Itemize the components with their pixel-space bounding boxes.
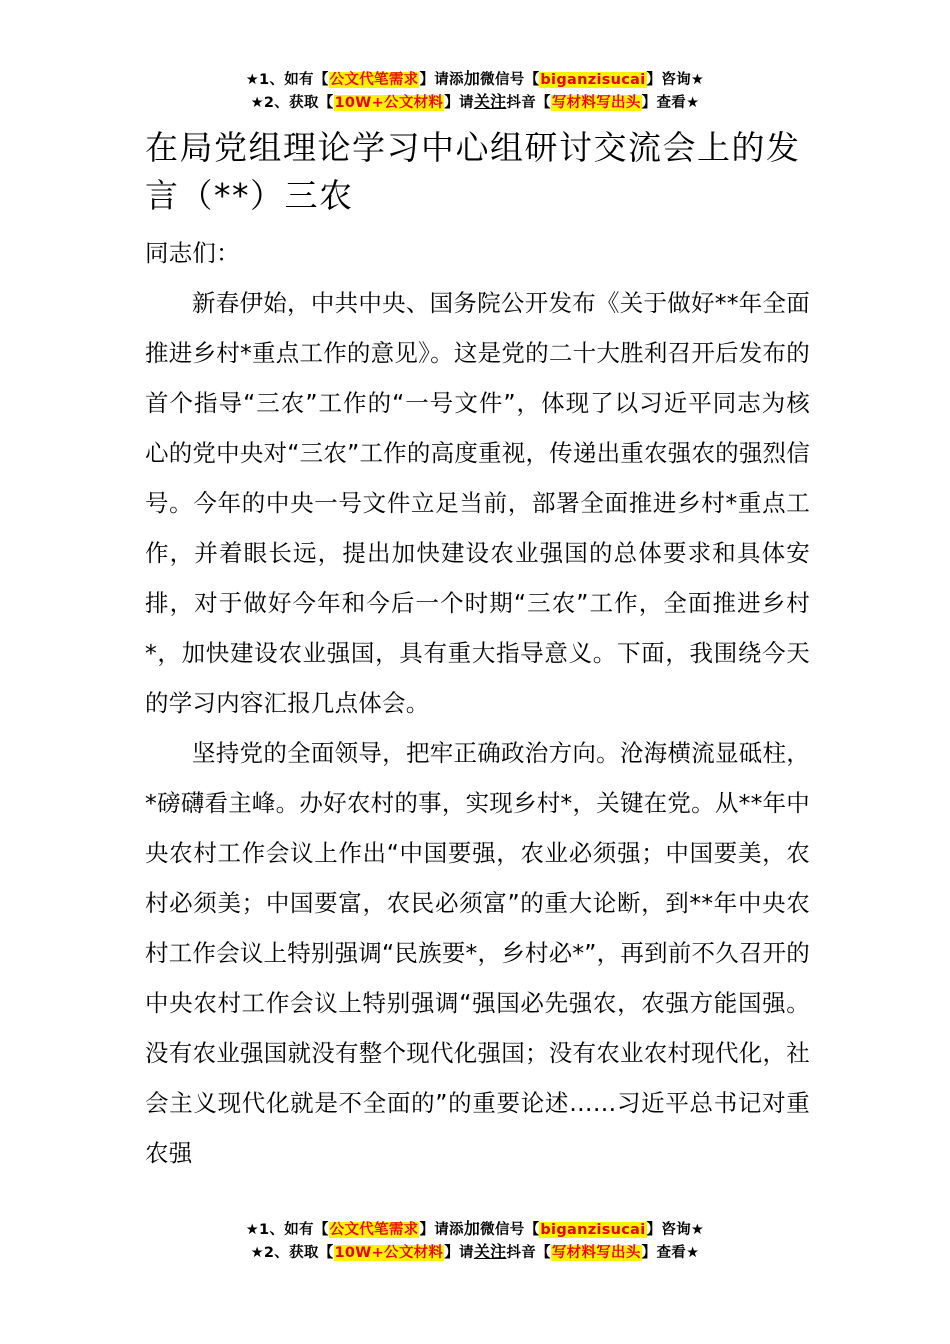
promo-douyin-id: 写材料写出头 [551, 1245, 641, 1261]
promo-text: 关注 [473, 1242, 507, 1261]
promo-text: 】查看★ [641, 95, 700, 111]
salutation: 同志们： [145, 239, 240, 267]
promo-line-1 [0, 68, 950, 91]
promo-highlight: 公文代笔需求 [329, 72, 419, 88]
document-body [145, 228, 810, 1178]
promo-text: 】请 [444, 95, 474, 111]
promo-wechat-id: biganzisucai [540, 1222, 646, 1238]
promo-text: 】请添 [419, 72, 464, 88]
promo-text: 关注 [473, 92, 507, 111]
promo-douyin-id: 写材料写出头 [551, 95, 641, 111]
promo-text: ★2、获取【 [250, 95, 334, 111]
paragraph: 新春伊始，中共中央、国务院公开发布《关于做好**年全面推进乡村*重点工作的意见》。这是党的二十大胜利召开后发布的首个指导“三农”工作的“一号文件”，体现了以习近平同志为核心的党中央对“三农”工作的高度重视，传递出重农强农的强烈信号。今年的中央一号文件立足当前，部署全面推进乡村*重点工作，并着眼长远，提出加快建设农业强国的总体要求和具体安排，对于做好今年和今后一个时期“三农”工作，全面推进乡村*，加快建设农业强国，具有重大指导意义。下面，我围绕今天的学习内容汇报几点体会。 [145, 289, 810, 717]
promo-text: 微信号【 [480, 1222, 540, 1238]
promo-line-2 [0, 1241, 950, 1264]
promo-highlight: 10W+公文材料 [334, 95, 444, 111]
document-title: 在局党组理论学习中心组研讨交流会上的发言（**）三农 [145, 128, 801, 215]
promo-text: 】咨询★ [646, 1222, 705, 1238]
promo-line-1 [0, 1218, 950, 1241]
promo-text: 】咨询★ [646, 72, 705, 88]
top-promo-banner [0, 68, 950, 114]
promo-highlight: 10W+公文材料 [334, 1245, 444, 1261]
promo-highlight: 公文代笔需求 [329, 1222, 419, 1238]
promo-text: ★1、如有【 [245, 1222, 329, 1238]
promo-text: ★2、获取【 [250, 1245, 334, 1261]
promo-text: 】查看★ [641, 1245, 700, 1261]
bottom-promo-banner [0, 1218, 950, 1264]
promo-text: 抖音【 [506, 95, 551, 111]
promo-text: 】请 [444, 1245, 474, 1261]
promo-text: ★1、如有【 [245, 72, 329, 88]
promo-text: 】请添 [419, 1222, 464, 1238]
promo-text: 抖音【 [506, 1245, 551, 1261]
promo-text: 加 [463, 1219, 481, 1238]
promo-text: 微信号【 [480, 72, 540, 88]
promo-wechat-id: biganzisucai [540, 72, 646, 88]
promo-text: 加 [463, 69, 481, 88]
promo-line-2 [0, 91, 950, 114]
paragraph: 坚持党的全面领导，把牢正确政治方向。沧海横流显砥柱，*磅礴看主峰。办好农村的事，实现乡村*，关键在党。从**年中央农村工作会议上作出“中国要强，农业必须强；中国要美，农村必须美；中国要富，农民必须富”的重大论断，到**年中央农村工作会议上特别强调“民族要*，乡村必*”，再到前不久召开的中央农村工作会议上特别强调“强国必先强农，农强方能国强。没有农业强国就没有整个现代化强国；没有农业农村现代化，社会主义现代化就是不全面的”的重要论述……习近平总书记对重农强 [145, 739, 810, 1167]
